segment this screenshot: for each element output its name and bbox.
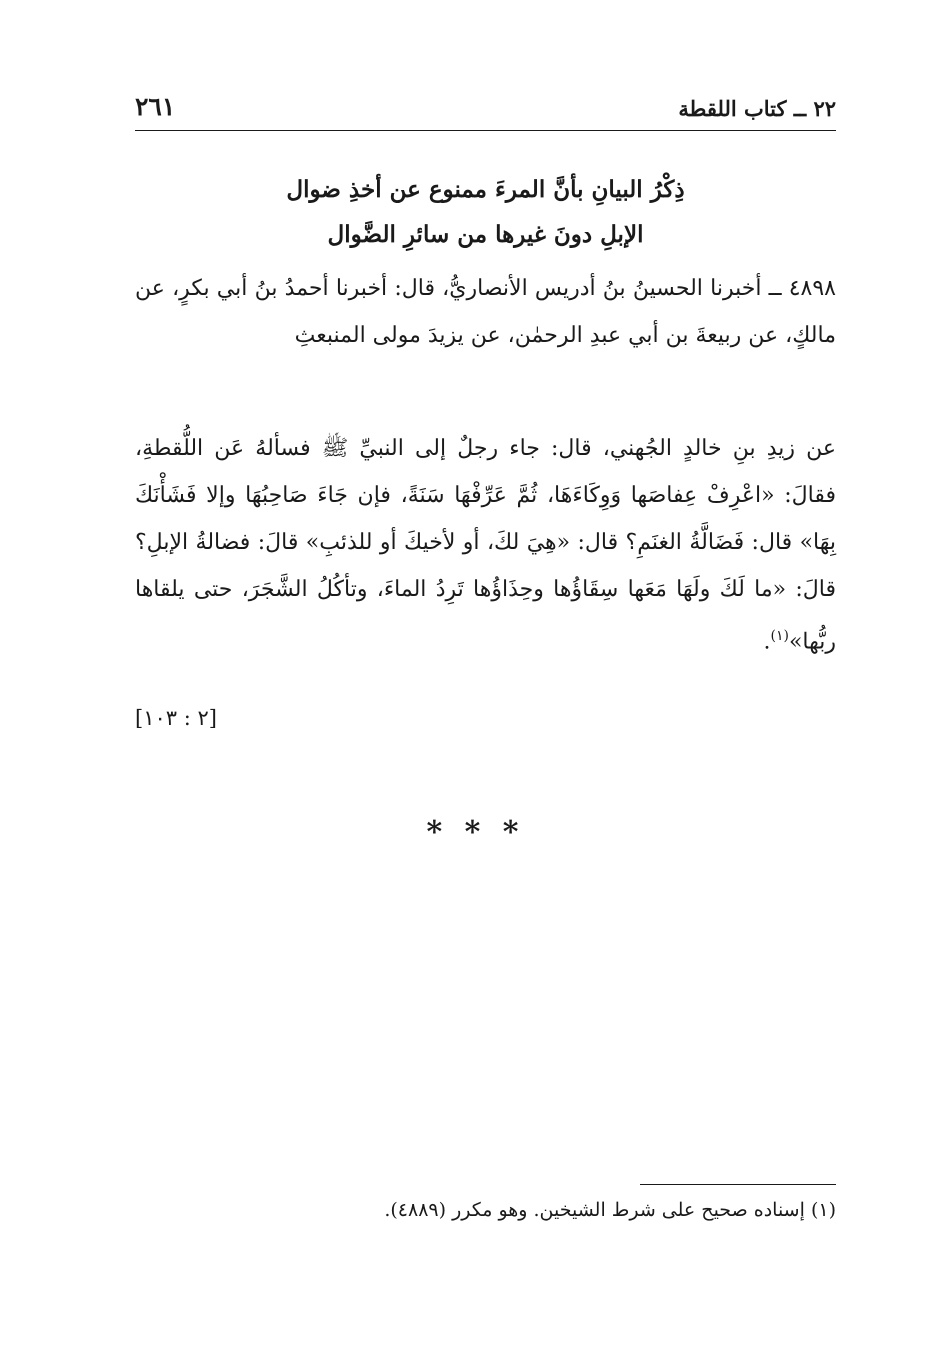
chapter-title-line-2: الإبلِ دونَ غيرها من سائرِ الضَّوال	[327, 221, 644, 248]
footnote-divider	[640, 1184, 836, 1185]
source-reference: [٢ : ١٠٣]	[135, 706, 217, 730]
footnote-text: إسناده صحيح على شرط الشيخين. وهو مكرر (٤٨٨٩).	[384, 1199, 805, 1221]
header-divider	[135, 130, 836, 131]
page-number: ٢٦١	[135, 92, 176, 121]
footnote-number: (١)	[810, 1199, 836, 1221]
hadith-matn	[135, 425, 836, 665]
chapter-title-line-1: ذِكْرُ البيانِ بأنَّ المرءَ ممنوع عن أخذِ ضوال	[286, 176, 685, 203]
running-head: ٢٢ ــ كتاب اللقطة	[678, 96, 836, 121]
chapter-title	[135, 167, 836, 257]
footnote-marker: (١)	[770, 628, 789, 644]
hadith-isnad: ٤٨٩٨ ــ أخبرنا الحسينُ بنُ أدريس الأنصاريُّ، قال: أخبرنا أحمدُ بنُ أبي بكرٍ، عن مالكٍ، عن ربيعةَ بن أبي عبدِ الرحمٰن، عن يزيدَ مولى المنبعثِ	[135, 276, 836, 348]
hadith-matn-text: عن زيدِ بنِ خالدٍ الجُهني، قال: جاء رجلٌ إلى النبيِّ ﷺ فسألهُ عَن اللُّقطةِ، فقالَ: «اعْرِفْ عِفاصَها وَوِكَاءَهَا، ثُمَّ عَرِّفْهَا سَنَةً، فإن جَاءَ صَاحِبُهَا وإلا فَشَأْنَكَ بِهَا» قال: فَضَالَّةُ الغنَمِ؟ قال: «هِيَ لكَ، أو لأخيكَ أو للذئبِ» قالَ: فضالةُ الإبلِ؟ قالَ: «ما لَكَ ولَهَا مَعَها سِقَاؤُها وحِذَاؤُها تَرِدُ الماءَ، وتأكُلُ الشَّجَرَ، حتى يلقاها ربُّها»	[135, 436, 836, 655]
footnote	[135, 1194, 836, 1226]
page-header	[135, 92, 836, 126]
section-separator: * * *	[426, 815, 525, 850]
matn-end-punctuation: .	[763, 629, 771, 655]
